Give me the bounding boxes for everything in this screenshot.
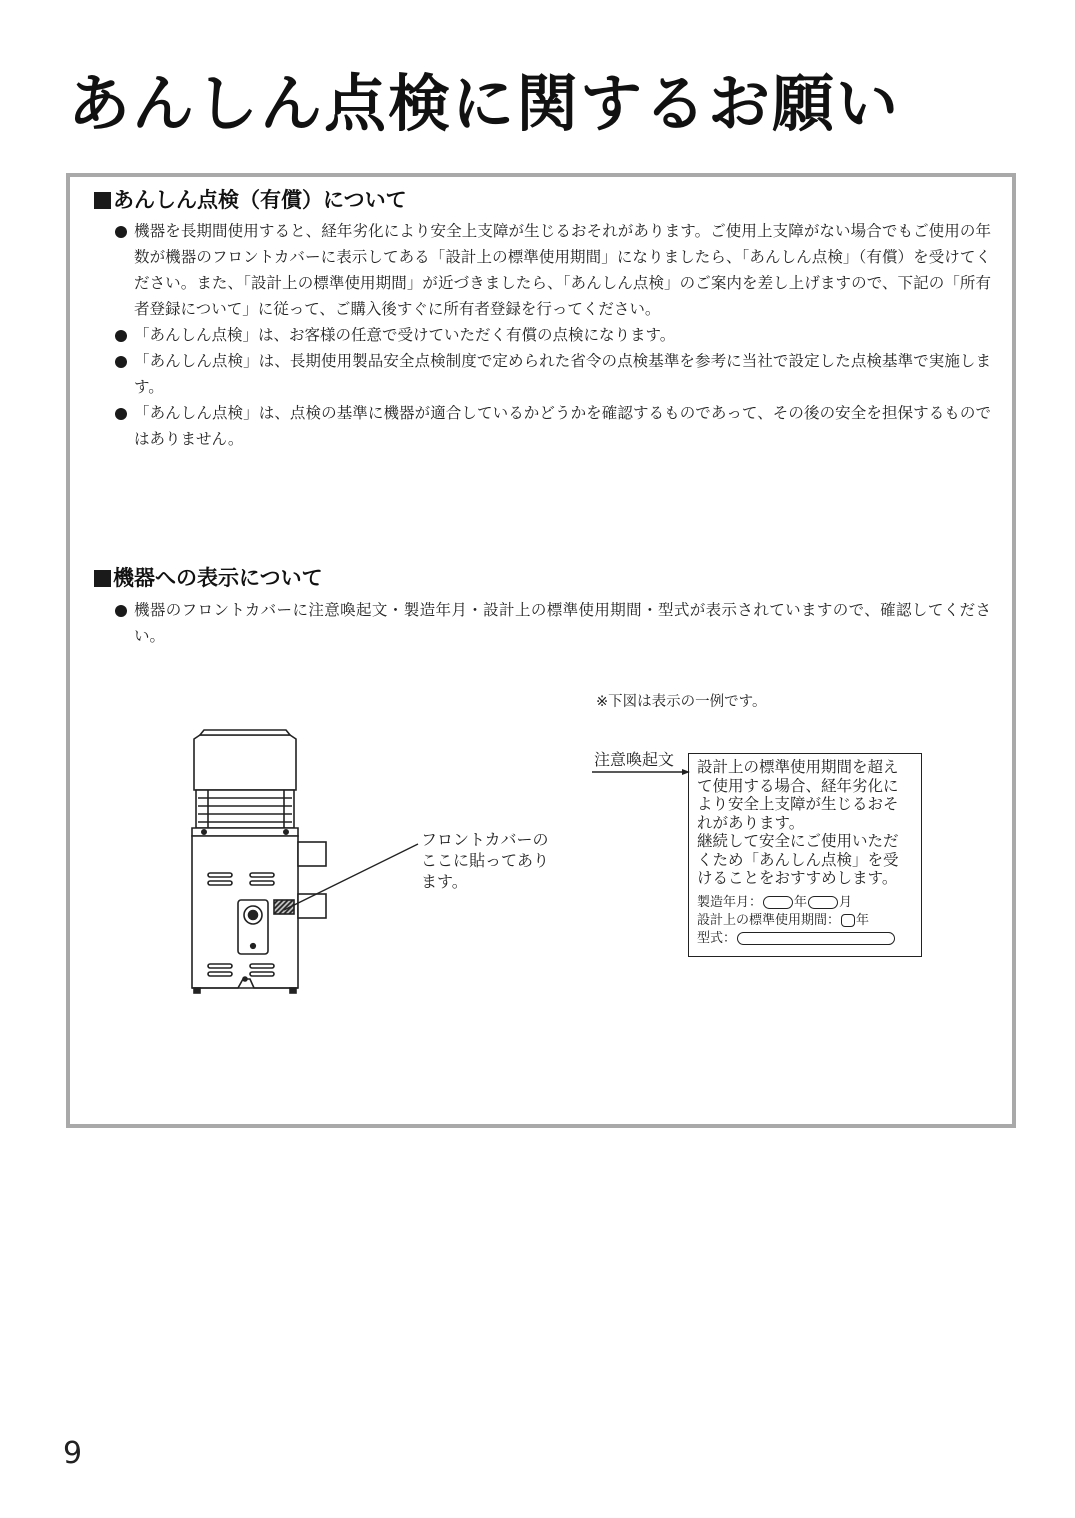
section-heading-anshin [94,186,407,214]
sticker-location-callout: フロントカバーの ここに貼ってあり ます。 [421,830,550,891]
model-blank [737,932,895,945]
month-blank [808,896,838,909]
figure-note: ※下図は表示の一例です。 [596,694,767,710]
standard-period-row: 設計上の標準使用期間： 年 [697,912,870,928]
anshin-bullet-list [114,218,991,452]
period-blank [841,914,855,927]
year-blank [763,896,793,909]
square-bullet-icon [94,570,111,587]
section-heading-text: 機器への表示について [113,566,323,590]
list-item: 機器を長期間使用すると、経年劣化により安全上支障が生じるおそれがあります。ご使用上支障がない場合でもご使用の年数が機器のフロントカバーに表示してある「設計上の標準使用期間」になりましたら、「あんしん点検」（有償）を受けてください。また、「設計上の標準使用期間」が近づきましたら、「あんしん点検」のご案内を差し上げますので、下記の「所有者登録について」に従って、ご購入後すぐに所有者登録を行ってください。 [114,218,991,322]
manufacture-date-row: 製造年月： 年 月 [697,894,853,910]
page-title: あんしん点検に関するお願い [68,67,901,140]
bullet-dot-icon [115,356,127,368]
list-item: 機器のフロントカバーに注意喚起文・製造年月・設計上の標準使用期間・型式が表示されていますので、確認してください。 [114,597,991,649]
warning-text-label: 注意喚起文 [594,750,675,769]
label-warning-body: 設計上の標準使用期間を超え て使用する場合、経年劣化に より安全上支障が生じるおそ れがあります。 継続して安全にご使用いただ くため「あんしん点検」を受 けることをおすすめします。 [697,758,899,887]
page-number: 9 [63,1436,83,1471]
bullet-dot-icon [115,226,127,238]
display-bullet-list [114,597,991,649]
square-bullet-icon [94,192,111,209]
bullet-dot-icon [115,408,127,420]
model-row: 型式： [697,930,921,948]
bullet-dot-icon [115,330,127,342]
product-label-example [688,753,922,957]
arrow-right-icon [592,769,692,777]
list-item: 「あんしん点検」は、お客様の任意で受けていただく有償の点検になります。 [114,322,991,348]
list-item: 「あんしん点検」は、長期使用製品安全点検制度で定められた省令の点検基準を参考に当社で設定した点検基準で実施します。 [114,348,991,400]
bullet-dot-icon [115,605,127,617]
water-heater-illustration [186,726,431,998]
section-heading-display [94,564,323,592]
list-item: 「あんしん点検」は、点検の基準に機器が適合しているかどうかを確認するものであって、その後の安全を担保するものではありません。 [114,400,991,452]
section-heading-text: あんしん点検（有償）について [113,188,407,212]
